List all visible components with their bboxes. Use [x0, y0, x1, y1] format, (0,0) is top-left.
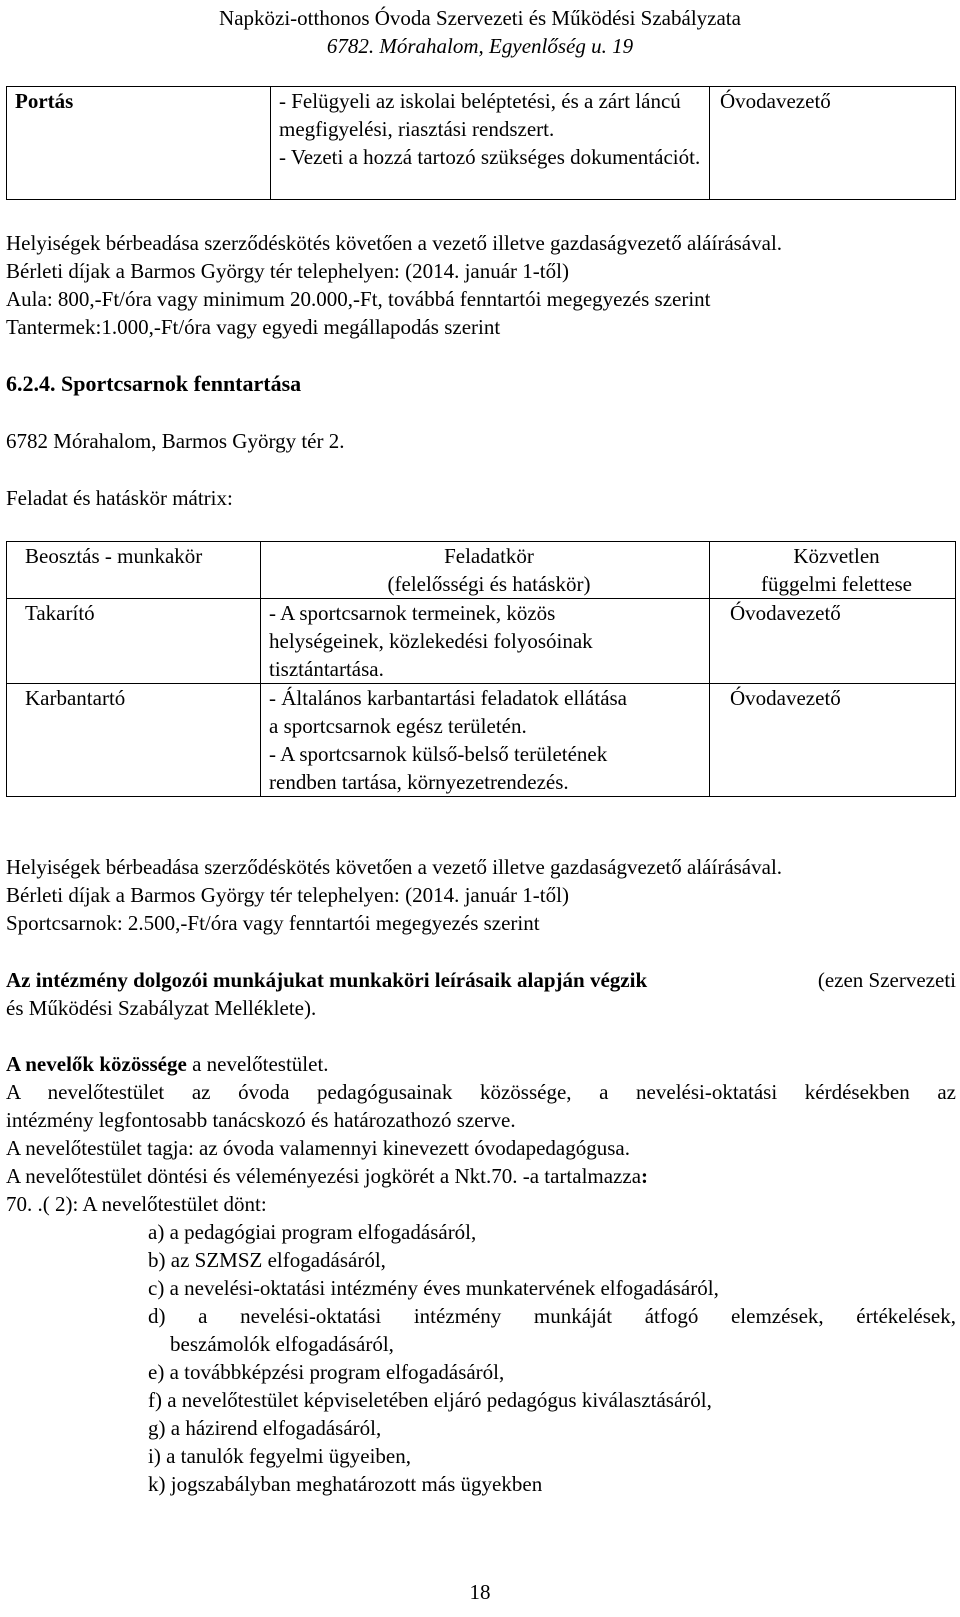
- board-p1-line1: A nevelőtestület az óvoda pedagógusainak közössége, a nevelési-oktatási kérdésekben az: [6, 1080, 956, 1104]
- list-item: d) a nevelési-oktatási intézmény munkáját átfogó elemzések, értékelések,: [148, 1304, 956, 1328]
- porter-superior: Óvodavezető: [720, 89, 831, 113]
- board-p3-text-2: -a tartalmazza: [522, 1164, 642, 1188]
- row-role: Karbantartó: [25, 686, 126, 710]
- row-duty-line: rendben tartása, környezetrendezés.: [269, 770, 569, 794]
- board-bold-text: A nevelők közössége: [6, 1052, 187, 1076]
- matrix-title: Feladat és hatáskör mátrix:: [6, 486, 233, 510]
- header-superior-sublabel: függelmi felettese: [760, 572, 913, 596]
- row-duty-line: - A sportcsarnok külső-belső területének: [269, 742, 608, 766]
- section-title: Sportcsarnok fenntartása: [61, 371, 302, 396]
- header-col-superior: [710, 542, 956, 599]
- table-row: [7, 684, 956, 797]
- staff-bold-text: Az intézmény dolgozói munkájukat munkaköri leírásaik alapján végzik: [6, 968, 648, 992]
- rental2-line1: Helyiségek bérbeadása szerződéskötés követően a vezető illetve gazdaságvezető aláírásával.: [6, 855, 783, 879]
- list-item: i) a tanulók fegyelmi ügyeiben,: [148, 1444, 412, 1468]
- page-number: 18: [469, 1580, 491, 1604]
- header-address: 6782. Mórahalom, Egyenlőség u. 19: [326, 34, 634, 58]
- board-p4: 70. .( 2): A nevelőtestület dönt:: [6, 1192, 267, 1216]
- porter-table: [6, 86, 956, 200]
- board-p3-colon: :: [641, 1164, 649, 1188]
- list-item: f) a nevelőtestület képviseletében eljáró pedagógus kiválasztásáról,: [148, 1388, 712, 1412]
- header-title: Napközi-otthonos Óvoda Szervezeti és Működési Szabályzata: [219, 6, 741, 30]
- row-role: Takarító: [25, 601, 95, 625]
- section-heading: [6, 370, 301, 398]
- row-duty-line: - Általános karbantartási feladatok ellátása: [269, 686, 628, 710]
- row-duty-line: a sportcsarnok egész területén.: [269, 714, 527, 738]
- board-p1-line2: intézmény legfontosabb tanácskozó és határozathozó szerve.: [6, 1108, 516, 1132]
- list-item: c) a nevelési-oktatási intézmény éves munkatervének elfogadásáról,: [148, 1276, 719, 1300]
- board-p2: A nevelőtestület tagja: az óvoda valamennyi kinevezett óvodapedagógusa.: [6, 1136, 630, 1160]
- header-duty-label: Feladatkör: [444, 544, 534, 568]
- porter-superior-cell: [710, 87, 956, 200]
- row-superior-cell: [710, 684, 956, 797]
- row-duty-line: tisztántartása.: [269, 657, 384, 681]
- header-role-label: Beosztás - munkakör: [25, 544, 203, 568]
- staff-rest-text: (ezen Szervezeti: [817, 968, 956, 992]
- board-heading: [6, 1050, 329, 1078]
- rental2-line2: Bérleti díjak a Barmos György tér telephelyen: (2014. január 1-től): [6, 883, 569, 907]
- table-row: [7, 599, 956, 684]
- header-col-duty: [261, 542, 710, 599]
- header-superior-label: Közvetlen: [793, 544, 880, 568]
- porter-duty-2: - Vezeti a hozzá tartozó szükséges dokumentációt.: [279, 145, 701, 169]
- row-superior: Óvodavezető: [730, 601, 841, 625]
- row-superior: Óvodavezető: [730, 686, 841, 710]
- porter-role-cell: [7, 87, 271, 200]
- porter-duty-1: - Felügyeli az iskolai beléptetési, és a zárt láncú megfigyelési, riasztási rendszert.: [279, 89, 681, 141]
- list-item: b) az SZMSZ elfogadásáról,: [148, 1248, 386, 1272]
- rental1-line2: Bérleti díjak a Barmos György tér telephelyen: (2014. január 1-től): [6, 259, 569, 283]
- row-superior-cell: [710, 599, 956, 684]
- rental2-line3: Sportcsarnok: 2.500,-Ft/óra vagy fenntartói megegyezés szerint: [6, 911, 540, 935]
- board-p3-text: A nevelőtestület döntési és véleményezési jogkörét a Nkt.70.: [6, 1164, 523, 1188]
- table-header-row: [7, 542, 956, 599]
- row-duty-cell: [261, 599, 710, 684]
- section-number: 6.2.4.: [6, 371, 56, 396]
- board-rest-text: a nevelőtestület.: [186, 1052, 329, 1076]
- task-matrix-table: [6, 541, 956, 797]
- porter-duty-cell: [271, 87, 710, 200]
- rental1-line4: Tantermek:1.000,-Ft/óra vagy egyedi megállapodás szerint: [6, 315, 501, 339]
- list-item-continuation: beszámolók elfogadásáról,: [170, 1332, 394, 1356]
- rental1-line1: Helyiségek bérbeadása szerződéskötés követően a vezető illetve gazdaságvezető aláírásával.: [6, 231, 783, 255]
- board-p3: [6, 1162, 648, 1190]
- document-header: [0, 4, 960, 60]
- row-role-cell: [7, 599, 261, 684]
- row-duty-cell: [261, 684, 710, 797]
- row-role-cell: [7, 684, 261, 797]
- header-col-role: [7, 542, 261, 599]
- list-item: k) jogszabályban meghatározott más ügyekben: [148, 1472, 543, 1496]
- row-duty-line: helységeinek, közlekedési folyosóinak: [269, 629, 593, 653]
- section-address: 6782 Mórahalom, Barmos György tér 2.: [6, 429, 345, 453]
- porter-role: Portás: [15, 89, 74, 113]
- rental1-line3: Aula: 800,-Ft/óra vagy minimum 20.000,-Ft, továbbá fenntartói megegyezés szerint: [6, 287, 711, 311]
- header-duty-sublabel: (felelősségi és hatáskör): [387, 572, 591, 596]
- list-item: e) a továbbképzési program elfogadásáról,: [148, 1360, 505, 1384]
- staff-paragraph-line1: [6, 966, 956, 994]
- staff-paragraph-line2: és Működési Szabályzat Melléklete).: [6, 996, 317, 1020]
- list-item: g) a házirend elfogadásáról,: [148, 1416, 382, 1440]
- list-item: a) a pedagógiai program elfogadásáról,: [148, 1220, 477, 1244]
- row-duty-line: - A sportcsarnok termeinek, közös: [269, 601, 556, 625]
